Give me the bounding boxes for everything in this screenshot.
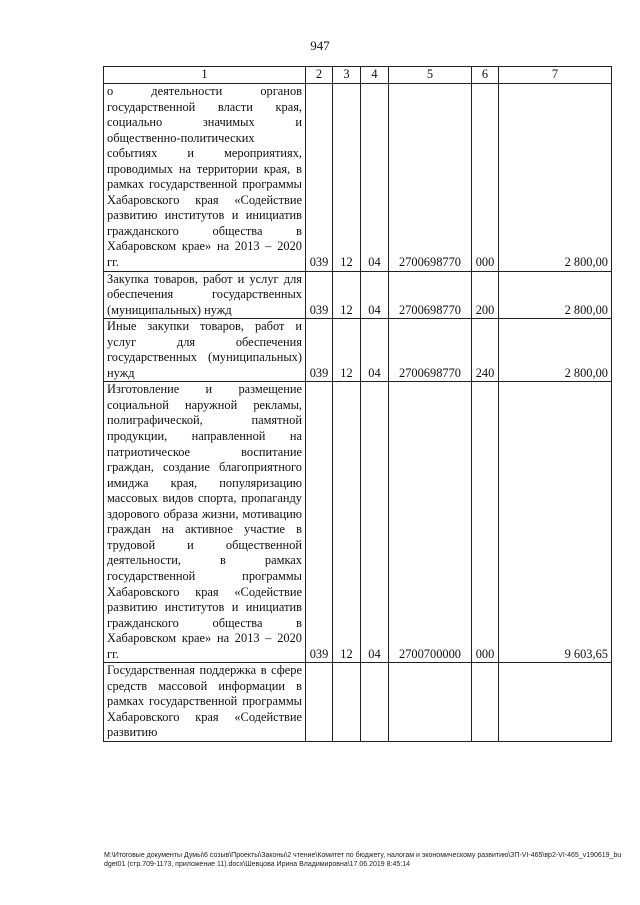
- row-expense-type: 240: [472, 319, 499, 382]
- column-header-4: 4: [361, 67, 389, 84]
- row-section: 12: [333, 382, 361, 663]
- row-subsection: 04: [361, 382, 389, 663]
- row-expense-type: 200: [472, 271, 499, 319]
- row-name: Закупка товаров, работ и услуг для обеспечения государственных (муниципальных) нужд: [104, 271, 306, 319]
- column-header-1: 1: [104, 67, 306, 84]
- column-header-2: 2: [306, 67, 333, 84]
- row-sum: 2 800,00: [499, 84, 612, 272]
- document-path-footer: M:\Итоговые документы Думы\6 созыв\Проекты\Законы\2 чтение\Комитет по бюджету, налогам и экономическому развитию\ЗП-VI-465\вр2-VI-465_v190619_budget01 (стр.709-1173, приложение 11).docx\Шевцова Ирина Владимировна\17.06.2019 8:45:14: [104, 852, 622, 868]
- table-row: [104, 663, 612, 742]
- row-subsection: [361, 663, 389, 742]
- row-expense-type: 000: [472, 382, 499, 663]
- row-sum: 2 800,00: [499, 319, 612, 382]
- row-subsection: 04: [361, 319, 389, 382]
- column-header-7: 7: [499, 67, 612, 84]
- row-subsection: 04: [361, 84, 389, 272]
- header-row: [104, 67, 612, 84]
- row-target-article: 2700698770: [389, 271, 472, 319]
- row-section: 12: [333, 84, 361, 272]
- table-row: [104, 382, 612, 663]
- page-number: 947: [310, 38, 330, 53]
- row-section: 12: [333, 271, 361, 319]
- table-row: [104, 84, 612, 272]
- row-section: [333, 663, 361, 742]
- row-grbs: 039: [306, 84, 333, 272]
- row-target-article: 2700700000: [389, 382, 472, 663]
- budget-table: [103, 66, 612, 742]
- row-name: Государственная поддержка в сфере средств массовой информации в рамках государственной программы Хабаровского края «Содействие развитию: [104, 663, 306, 742]
- table-row: [104, 319, 612, 382]
- row-target-article: 2700698770: [389, 319, 472, 382]
- row-grbs: 039: [306, 271, 333, 319]
- table-row: [104, 271, 612, 319]
- row-sum: 9 603,65: [499, 382, 612, 663]
- row-name: Изготовление и размещение социальной наружной рекламы, полиграфической, памятной продукции, направленной на патриотическое воспитание граждан, создание благоприятного имиджа края, популяризацию массовых видов спорта, пропаганду здорового образа жизни, мотивацию граждан на активное участие в трудовой и общественной деятельности, в рамках государственной программы Хабаровского края «Содействие развитию институтов и инициатив гражданского общества в Хабаровском крае» на 2013 – 2020 гг.: [104, 382, 306, 663]
- row-expense-type: [472, 663, 499, 742]
- column-header-5: 5: [389, 67, 472, 84]
- row-sum: 2 800,00: [499, 271, 612, 319]
- row-target-article: 2700698770: [389, 84, 472, 272]
- row-name: Иные закупки товаров, работ и услуг для обеспечения государственных (муниципальных) нужд: [104, 319, 306, 382]
- row-name: о деятельности органов государственной власти края, социально значимых и общественно-политических событиях и мероприятиях, проводимых на территории края, в рамках государственной программы Хабаровского края «Содействие развитию институтов и инициатив гражданского общества в Хабаровском крае» на 2013 – 2020 гг.: [104, 84, 306, 272]
- row-expense-type: 000: [472, 84, 499, 272]
- row-sum: [499, 663, 612, 742]
- column-header-6: 6: [472, 67, 499, 84]
- row-grbs: 039: [306, 319, 333, 382]
- row-grbs: [306, 663, 333, 742]
- row-subsection: 04: [361, 271, 389, 319]
- column-header-3: 3: [333, 67, 361, 84]
- row-target-article: [389, 663, 472, 742]
- row-grbs: 039: [306, 382, 333, 663]
- row-section: 12: [333, 319, 361, 382]
